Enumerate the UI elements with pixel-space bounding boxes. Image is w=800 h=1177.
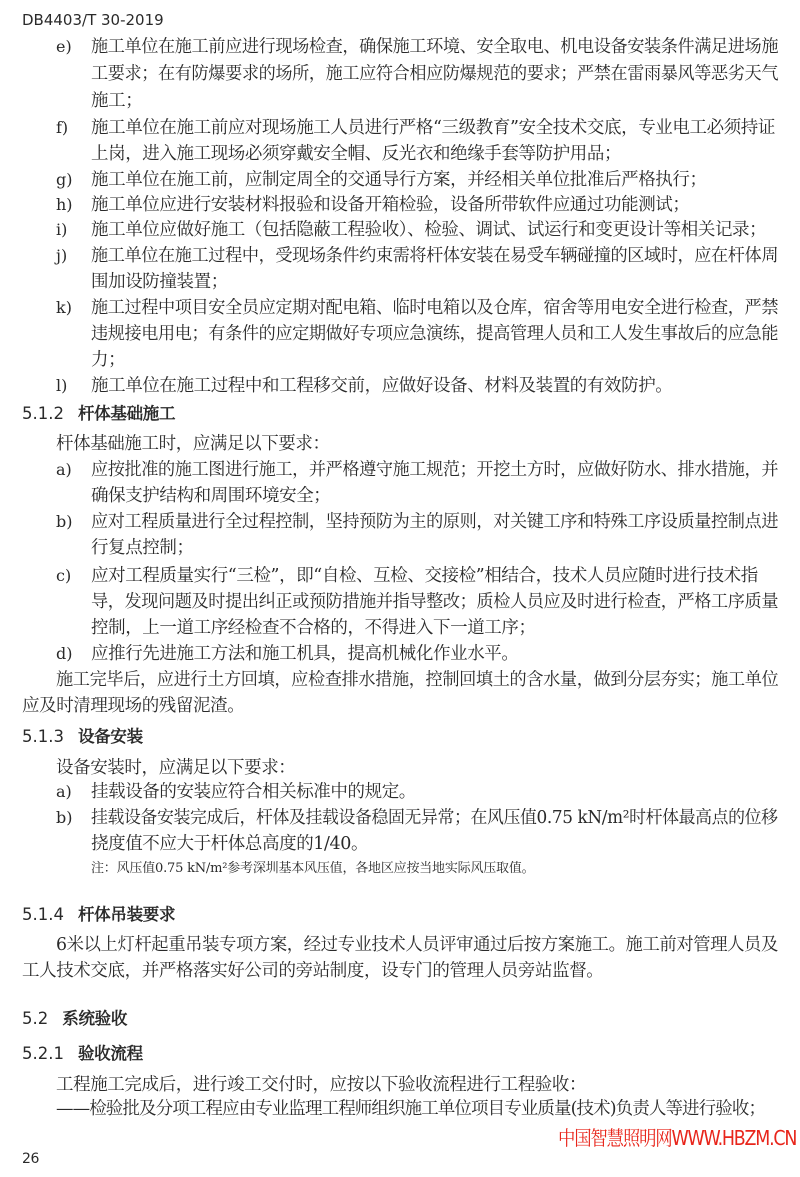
section-heading-514 bbox=[22, 904, 175, 926]
section-title: 系统验收 bbox=[62, 1009, 128, 1028]
paragraph-line: 6米以上灯杆起重吊装专项方案，经过专业技术人员评审通过后按方案施工。施工前对管理人员及 bbox=[56, 935, 778, 955]
section-heading-521 bbox=[22, 1043, 143, 1065]
item-line: 挠度值不应大于杆体总高度的1/40。 bbox=[91, 834, 369, 854]
item-line: 上岗，进入施工现场必须穿戴安全帽、反光衣和绝缘手套等防护用品； bbox=[91, 144, 622, 164]
section-intro: 设备安装时，应满足以下要求： bbox=[56, 758, 296, 778]
item-line: 力； bbox=[91, 350, 126, 370]
item-line: 挂载设备的安装应符合相关标准中的规定。 bbox=[91, 782, 416, 802]
item-line: 控制，上一道工序经检查不合格的，不得进入下一道工序； bbox=[91, 618, 536, 638]
section-title: 杆体吊装要求 bbox=[77, 905, 176, 924]
section-number: 5.2 bbox=[22, 1009, 49, 1028]
section-intro: 杆体基础施工时，应满足以下要求： bbox=[56, 434, 330, 454]
section-title: 验收流程 bbox=[77, 1044, 143, 1063]
paragraph-line: 应及时清理现场的残留泥渣。 bbox=[22, 696, 245, 716]
section-number: 5.1.4 bbox=[22, 905, 64, 924]
item-line: 应按批准的施工图进行施工，并严格遵守施工规范；开挖土方时，应做好防水、排水措施，并 bbox=[91, 460, 779, 480]
paragraph-line: 施工完毕后，应进行土方回填，应检查排水措施，控制回填土的含水量，做到分层夯实；施工单位 bbox=[56, 670, 779, 690]
note-text: 注：风压值0.75 kN/m²参考深圳基本风压值，各地区应按当地实际风压取值。 bbox=[91, 861, 535, 876]
item-label: d) bbox=[56, 644, 73, 663]
item-line: 确保支护结构和周围环境安全； bbox=[91, 486, 331, 506]
item-line: 行复点控制； bbox=[91, 538, 194, 558]
paragraph-line: 工人技术交底，并严格落实好公司的旁站制度，设专门的管理人员旁站监督。 bbox=[22, 961, 604, 981]
section-number: 5.1.3 bbox=[22, 727, 64, 746]
item-label: e) bbox=[56, 37, 72, 56]
item-label: l) bbox=[56, 376, 68, 395]
item-line: 施工； bbox=[91, 91, 143, 111]
item-label: f) bbox=[56, 118, 69, 137]
item-label: g) bbox=[56, 170, 73, 189]
item-line: 挂载设备安装完成后，杆体及挂载设备稳固无异常；在风压值0.75 kN/m²时杆体最高点的位移 bbox=[91, 808, 778, 828]
item-label: j) bbox=[56, 246, 68, 265]
section-number: 5.2.1 bbox=[22, 1044, 64, 1063]
section-title: 设备安装 bbox=[77, 727, 143, 746]
item-line: 施工单位在施工过程中和工程移交前，应做好设备、材料及装置的有效防护。 bbox=[91, 376, 673, 396]
section-heading-52 bbox=[22, 1008, 127, 1030]
item-line: 导，发现问题及时提出纠正或预防措施并指导整改；质检人员应及时进行检查，严格工序质量 bbox=[91, 592, 779, 612]
item-line: 施工单位应进行安装材料报验和设备开箱检验，设备所带软件应通过功能测试； bbox=[91, 195, 690, 215]
item-label: c) bbox=[56, 566, 72, 585]
page-number: 26 bbox=[22, 1151, 40, 1167]
watermark-text: 中国智慧照明网WWW.HBZM.CN bbox=[558, 1126, 797, 1150]
item-label: a) bbox=[56, 460, 72, 479]
item-line: 应对工程质量实行“三检”，即“自检、互检、交接检”相结合，技术人员应随时进行技术指 bbox=[91, 566, 758, 586]
section-intro: 工程施工完成后，进行竣工交付时，应按以下验收流程进行工程验收： bbox=[56, 1075, 587, 1095]
section-title: 杆体基础施工 bbox=[77, 404, 176, 423]
section-heading-512 bbox=[22, 403, 175, 425]
item-label: a) bbox=[56, 782, 72, 801]
document-code: DB4403/T 30-2019 bbox=[22, 11, 164, 29]
item-line: 工要求；在有防爆要求的场所，施工应符合相应防爆规范的要求；严禁在雷雨暴风等恶劣天气 bbox=[91, 64, 779, 84]
item-label: b) bbox=[56, 512, 73, 531]
item-line: 违规接电用电；有条件的应定期做好专项应急演练，提高管理人员和工人发生事故后的应急能 bbox=[91, 324, 779, 344]
item-line: 施工单位在施工过程中，受现场条件约束需将杆体安装在易受车辆碰撞的区域时，应在杆体周 bbox=[91, 246, 779, 266]
section-number: 5.1.2 bbox=[22, 404, 64, 423]
item-line: 施工单位在施工前应对现场施工人员进行严格“三级教育”安全技术交底，专业电工必须持证 bbox=[91, 118, 775, 138]
item-label: i) bbox=[56, 220, 68, 239]
section-heading-513 bbox=[22, 726, 143, 748]
item-line: 应推行先进施工方法和施工机具，提高机械化作业水平。 bbox=[91, 644, 519, 664]
item-line: 施工过程中项目安全员应定期对配电箱、临时电箱以及仓库，宿舍等用电安全进行检查，严禁 bbox=[91, 298, 779, 318]
dash-list-item: ——检验批及分项工程应由专业监理工程师组织施工单位项目专业质量(技术)负责人等进行验收； bbox=[56, 1099, 766, 1119]
item-label: b) bbox=[56, 808, 73, 827]
item-line: 施工单位应做好施工（包括隐蔽工程验收）、检验、调试、试运行和变更设计等相关记录； bbox=[91, 220, 767, 240]
item-line: 施工单位在施工前应进行现场检查，确保施工环境、安全取电、机电设备安装条件满足进场施 bbox=[91, 37, 779, 57]
item-line: 应对工程质量进行全过程控制，坚持预防为主的原则，对关键工序和特殊工序设质量控制点进 bbox=[91, 512, 779, 532]
item-label: h) bbox=[56, 195, 73, 214]
item-line: 围加设防撞装置； bbox=[91, 272, 228, 292]
item-line: 施工单位在施工前，应制定周全的交通导行方案，并经相关单位批准后严格执行； bbox=[91, 170, 707, 190]
item-label: k) bbox=[56, 298, 72, 317]
